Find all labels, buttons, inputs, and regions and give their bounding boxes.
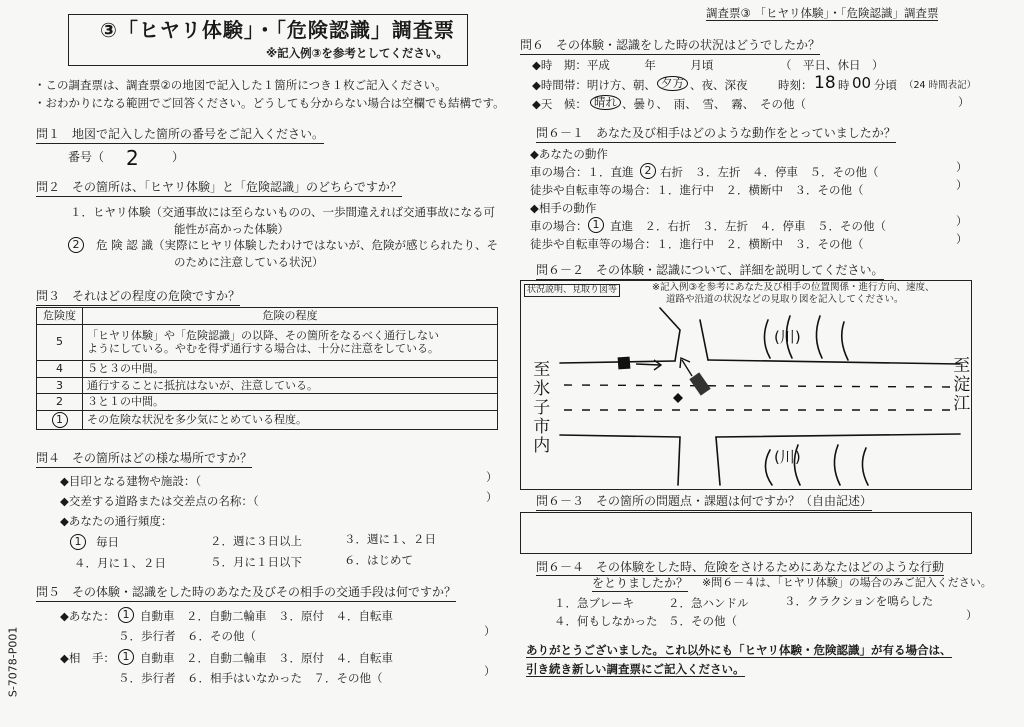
q6-4-option-5-close: ）: [966, 608, 978, 622]
level-description: ５と３の中間。: [83, 360, 498, 377]
q6-heading: 問６ その体験・認識をした時の状況はどうでしたか？: [520, 38, 820, 55]
q5-you-circled[interactable]: 1: [118, 607, 134, 623]
q4-frequency-1-circled[interactable]: 1: [70, 534, 86, 550]
q1-number-close: ）: [172, 150, 185, 164]
q6-1-you-car-close: ）: [956, 160, 968, 174]
sketch-note-2: 道路や沿道の状況などの見取り図を記入してください。: [666, 294, 904, 305]
q6-weather-close: ）: [958, 95, 970, 109]
q6-1-you-walk[interactable]: 徒歩や自転車等の場合：１．進行中 ２．横断中 ３．その他（: [530, 183, 864, 197]
q1-heading: 問１ 地図で記入した箇所の番号をご記入ください。: [36, 127, 324, 144]
q6-time-selected[interactable]: 夕方: [657, 76, 688, 91]
q6-1-other-label: ◆相手の動作: [530, 201, 597, 215]
level-value: 2: [37, 394, 83, 411]
q6-weather-rest[interactable]: 、曇り、 雨、 雪、 霧、 その他（: [622, 97, 806, 111]
q6-time-rest[interactable]: 、夜、深夜: [690, 78, 748, 92]
table-row[interactable]: [37, 377, 498, 394]
q6-clock-minute-unit: 分頃: [874, 78, 897, 92]
q4-frequency-2[interactable]: ２．週に３日以上: [210, 534, 302, 548]
q4-frequency-5[interactable]: ５．月に１日以下: [210, 555, 302, 569]
table-row[interactable]: [37, 411, 498, 430]
q6-3-heading: 問６－３ その箇所の問題点・課題は何ですか？（自由記述）: [536, 494, 872, 511]
form-code-vertical: S-7078-P001: [6, 626, 20, 698]
col-description: 危険の程度: [83, 308, 498, 325]
road-sketch: [520, 280, 972, 490]
q6-4-heading-line-2: をとりましたか？: [592, 576, 689, 590]
danger-level-table: [36, 307, 498, 430]
q6-1-heading: 問６－１ あなた及び相手はどのような動作をとっていましたか？: [536, 126, 896, 143]
table-row[interactable]: [37, 360, 498, 377]
q2-option-2-circled[interactable]: 2: [68, 237, 84, 253]
level-value-circled: 1: [37, 411, 83, 430]
sketch-river-label-top: (川): [774, 328, 801, 346]
q5-other-row-1[interactable]: 自動車 ２．自動二輪車 ３．原付 ４．自転車: [140, 651, 393, 665]
q5-you-label: ◆あなた：: [60, 609, 115, 623]
q6-4-option-3[interactable]: ３．クラクションを鳴らした: [784, 594, 934, 608]
q6-4-heading-line-1: 問６－４ その体験をした時、危険をさけるためにあなたはどのような行動: [536, 560, 945, 574]
q4-frequency-label: ◆あなたの通行頻度：: [60, 514, 173, 528]
q6-4-option-4[interactable]: ４．何もしなかった: [554, 614, 658, 628]
q5-other-row-2[interactable]: ５．歩行者 ６．相手はいなかった ７．その他（: [118, 671, 383, 685]
q5-other-circled[interactable]: 1: [118, 649, 134, 665]
q6-4-option-1[interactable]: １．急ブレーキ: [554, 596, 635, 610]
level-value: 5: [37, 324, 83, 360]
q4-intersection-close: ）: [486, 490, 498, 504]
q6-1-other-car-rest[interactable]: 直進 ２．右折 ３．左折 ４．停車 ５．その他（: [610, 219, 886, 233]
q5-you-row-2[interactable]: ５．歩行者 ６．その他（: [118, 629, 256, 643]
level-value: 4: [37, 360, 83, 377]
q4-frequency-3[interactable]: ３．週に１、２日: [344, 532, 436, 546]
intro-line-2: ・おわかりになる範囲でご回答ください。どうしても分からない場合は空欄でも結構です。: [34, 96, 505, 110]
q2-heading: 問２ その箇所は、「ヒヤリ体験」と「危険認識」のどちらですか？: [36, 180, 402, 197]
q6-1-other-car-close: ）: [956, 214, 968, 228]
q6-weather-label: ◆天 候：: [532, 97, 587, 111]
q6-clock-note: （24 時間表記）: [904, 80, 977, 91]
q2-option-2-line-1[interactable]: 危 険 認 識（実際にヒヤリ体験したわけではないが、危険が感じられたり、そ: [96, 238, 498, 252]
q6-period-label: ◆時 期：平成 年 月頃: [532, 58, 714, 72]
q6-4-option-5[interactable]: ５．その他（: [668, 614, 737, 628]
q6-1-other-car-circled[interactable]: 1: [588, 217, 604, 233]
q6-1-you-car-circled[interactable]: 2: [640, 163, 656, 179]
q2-option-2-line-2: のために注意している状況）: [174, 255, 324, 269]
closing-line-1: ありがとうございました。これ以外にも「ヒヤリ体験・危険認識」が有る場合は、: [526, 643, 952, 657]
sketch-note-1: ※記入例③を参考にあなた及び相手の位置関係・進行方向、速度、: [652, 282, 935, 293]
q6-1-you-car-label: 車の場合：１．直進: [530, 165, 634, 179]
q4-frequency-1[interactable]: 毎日: [96, 535, 119, 549]
sketch-river-label-bottom: (川): [774, 448, 801, 466]
title-note: ※記入例③を参考としてください。: [266, 46, 448, 60]
sketch-left-direction: 至氷子市内: [529, 360, 550, 455]
q6-1-other-walk-close: ）: [956, 232, 968, 246]
q6-weather-selected[interactable]: 晴れ: [590, 95, 621, 110]
level-description: 通行することに抵抗はないが、注意している。: [83, 377, 498, 394]
q2-option-1-line-2: 能性が高かった体験）: [174, 222, 289, 236]
q6-4-note: ※問６－４は、「ヒヤリ体験」の場合のみご記入ください。: [702, 576, 992, 589]
sketch-right-direction: 至淀江: [949, 356, 970, 413]
q6-1-you-walk-close: ）: [956, 178, 968, 192]
q1-number-label: 番号（: [68, 150, 105, 164]
q4-frequency-6[interactable]: ６．はじめて: [344, 553, 413, 567]
q4-frequency-4[interactable]: ４．月に１、２日: [74, 556, 166, 570]
q6-clock-hour-unit: 時: [838, 78, 850, 92]
q6-clock-minute[interactable]: 00: [852, 74, 872, 92]
q6-3-answer-box[interactable]: [520, 512, 972, 554]
q6-4-option-2[interactable]: ２．急ハンドル: [668, 596, 749, 610]
level-value: 3: [37, 377, 83, 394]
closing-line-2: 引き続き新しい調査票にご記入ください。: [526, 662, 745, 676]
q6-clock-hour[interactable]: 18: [814, 73, 836, 93]
q4-landmark-close: ）: [486, 470, 498, 484]
q5-other-close: ）: [484, 664, 496, 678]
q3-heading: 問３ それはどの程度の危険ですか？: [36, 289, 240, 306]
q5-you-row-1[interactable]: 自動車 ２．自動二輪車 ３．原付 ４．自転車: [140, 609, 393, 623]
q6-1-other-car-label: 車の場合：: [530, 219, 588, 233]
level-description: ３と１の中間。: [83, 394, 498, 411]
q4-intersection-label: ◆交差する道路または交差点の名称：（: [60, 494, 259, 508]
q5-other-label: ◆相 手：: [60, 651, 115, 665]
table-header-row: [37, 308, 498, 325]
q1-number-answer[interactable]: 2: [126, 146, 139, 170]
intro-line-1: ・この調査票は、調査票②の地図で記入した１箇所につき１枚ご記入ください。: [34, 78, 447, 92]
q5-heading: 問５ その体験・認識をした時のあなた及びその相手の交通手段は何ですか？: [36, 585, 456, 602]
q6-1-other-walk[interactable]: 徒歩や自転車等の場合：１．進行中 ２．横断中 ３．その他（: [530, 237, 864, 251]
q6-1-you-label: ◆あなたの動作: [530, 147, 608, 161]
header-right: 調査票③ 「ヒヤリ体験」・「危険認識」調査票: [706, 6, 939, 20]
q6-1-you-car-rest[interactable]: 右折 ３．左折 ４．停車 ５．その他（: [660, 165, 879, 179]
q6-2-heading: 問６－２ その体験・認識について、詳細を説明してください。: [536, 263, 884, 280]
q4-heading: 問４ その箇所はどの様な場所ですか？: [36, 451, 252, 468]
table-row[interactable]: [37, 324, 498, 360]
page-title: ③「ヒヤリ体験」・「危険認識」調査票: [100, 18, 455, 42]
q6-period-note[interactable]: （ 平日、休日 ）: [780, 58, 884, 72]
sketch-box-label: 状況説明、見取り図等: [524, 284, 620, 297]
q5-you-close: ）: [484, 624, 496, 638]
q4-landmark-label: ◆目印となる建物や施設：（: [60, 474, 202, 488]
q6-clock-label: 時刻：: [778, 78, 813, 92]
level-description: その危険な状況を多少気にとめている程度。: [83, 411, 498, 430]
q2-option-1-line-1[interactable]: １．ヒヤリ体験（交通事故には至らないものの、一歩間違えれば交通事故になる可: [70, 205, 496, 219]
level-description: 「ヒヤリ体験」や「危険認識」の以降、その箇所をなるべく通行しない ようにしている。やむを得ず通行する場合は、十分に注意をしている。: [83, 324, 498, 360]
table-row[interactable]: [37, 394, 498, 411]
q6-time-label: ◆時間帯：明け方、朝、: [532, 78, 656, 92]
col-level: 危険度: [37, 308, 83, 325]
